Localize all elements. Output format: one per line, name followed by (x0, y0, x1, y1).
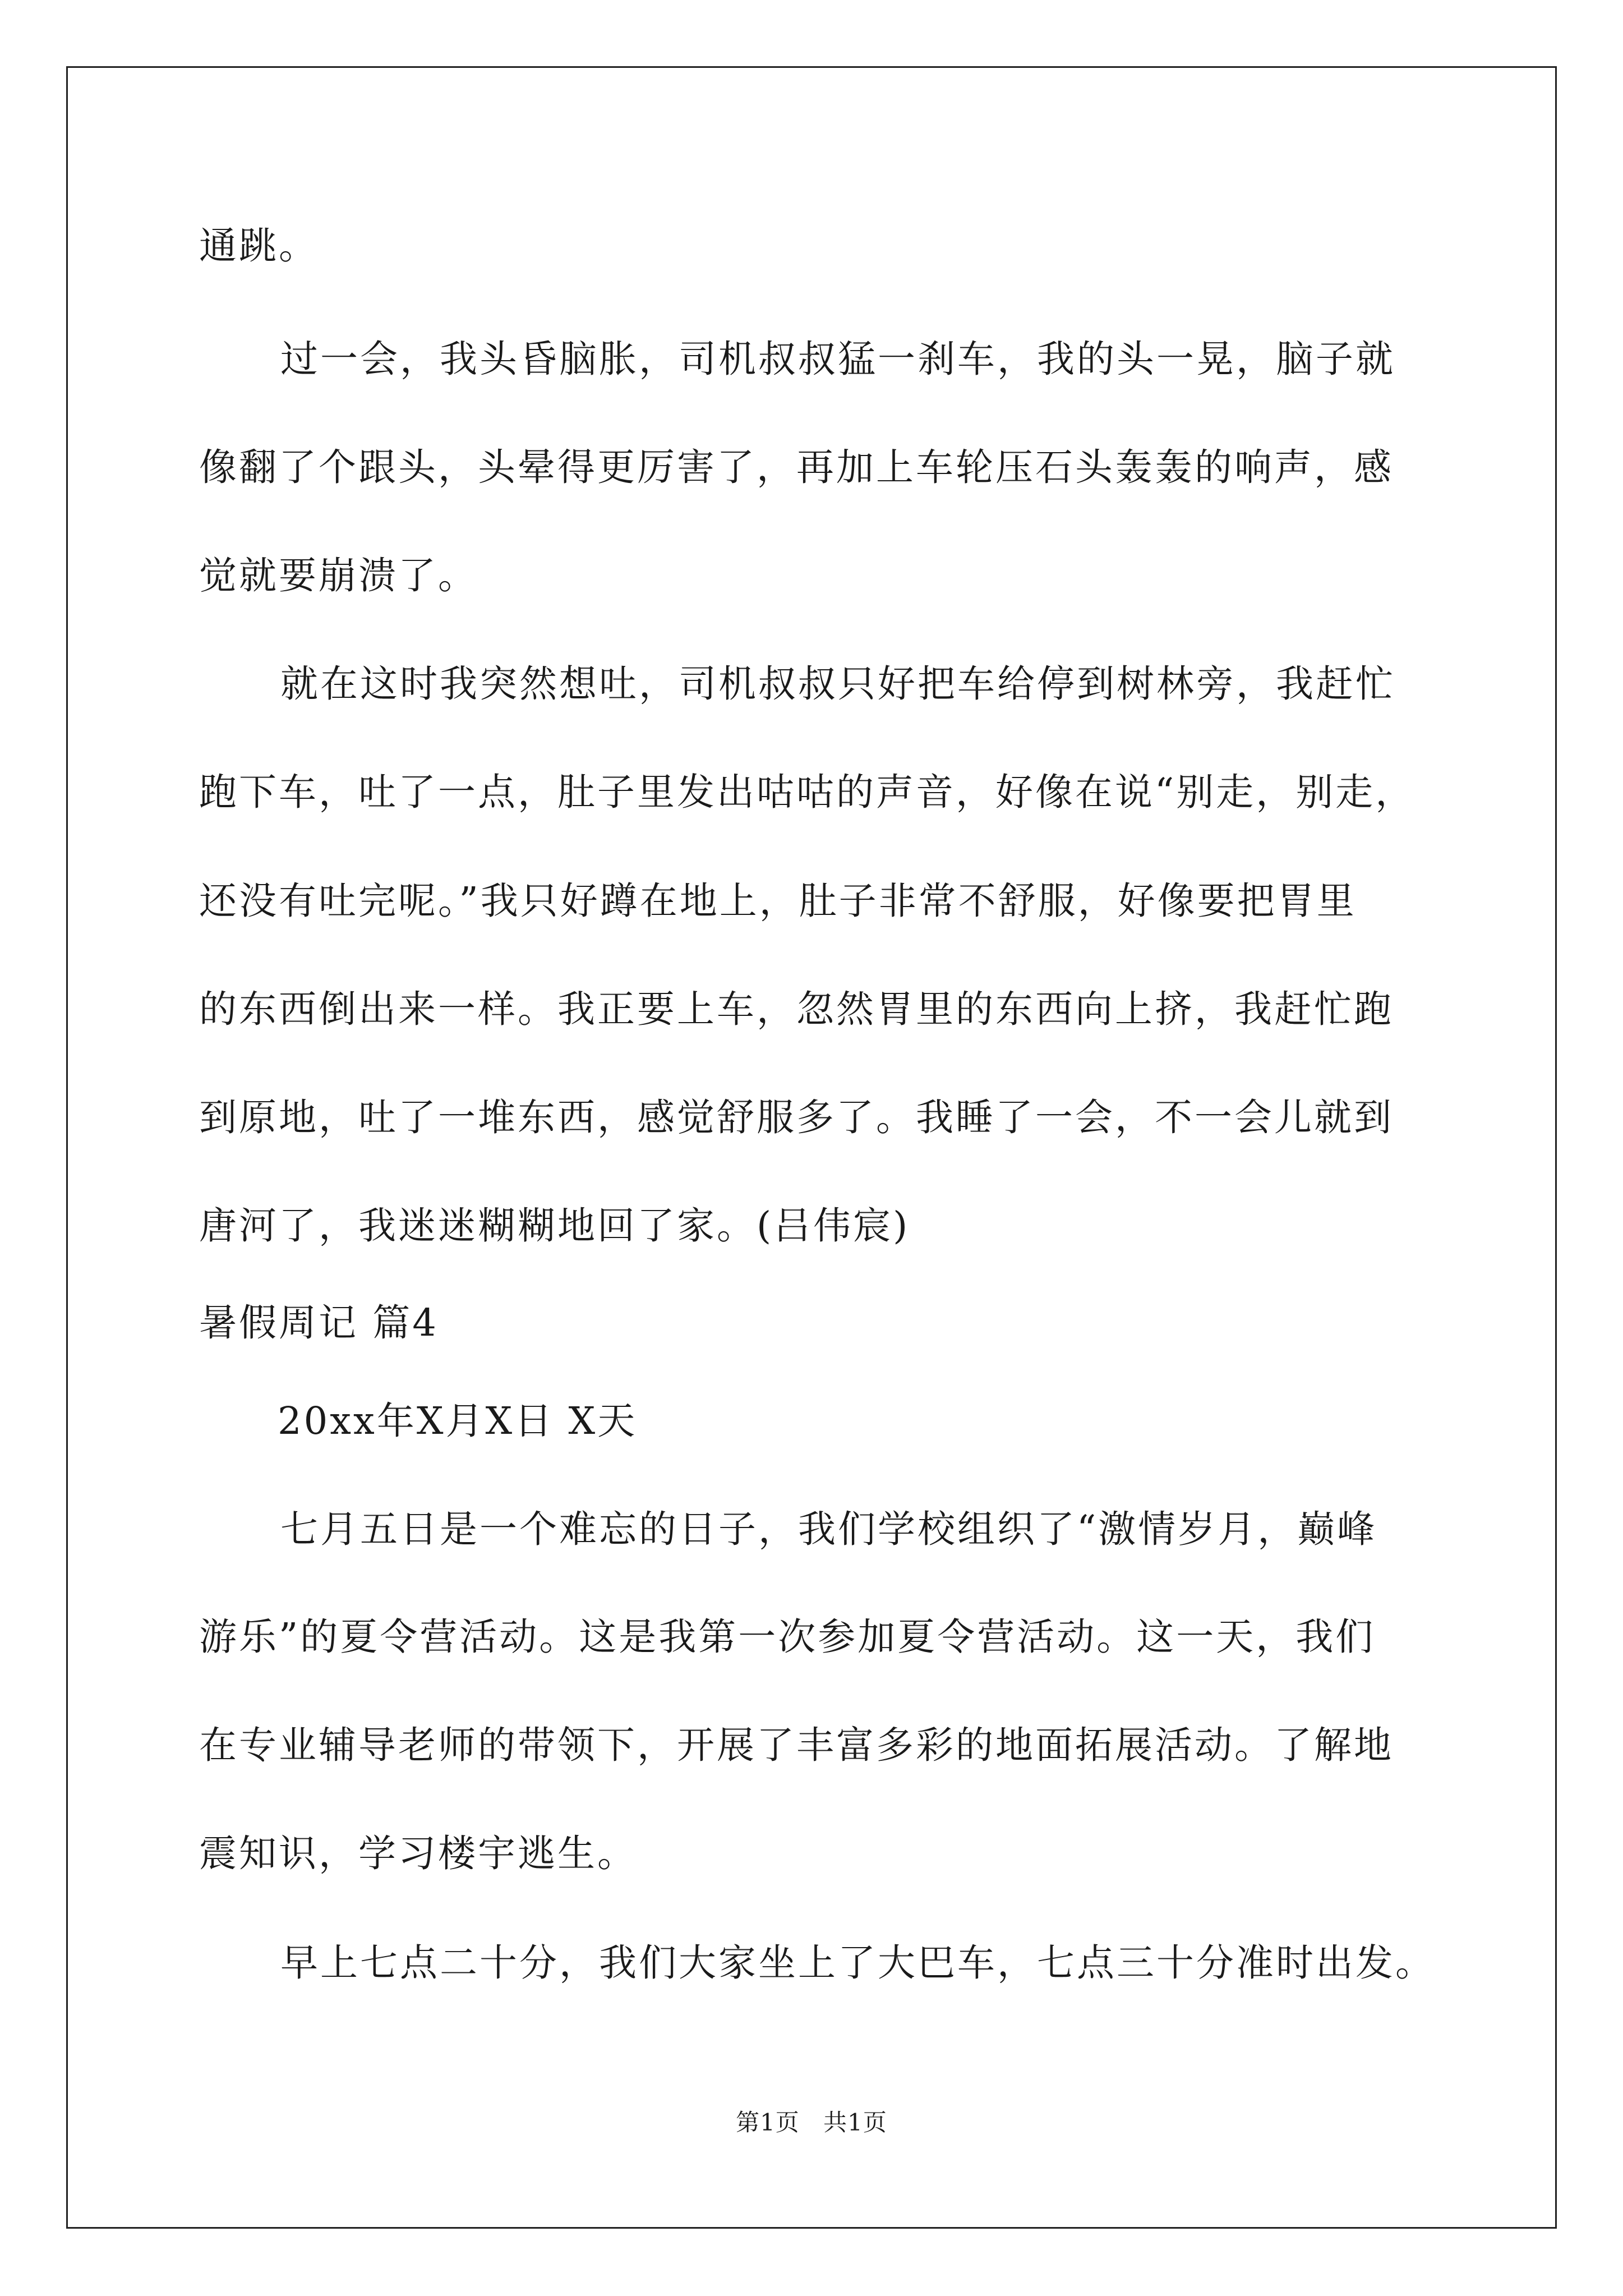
date-line: 20xx年X月X日 X天 (278, 1399, 638, 1443)
text-line: 像翻了个跟头，头晕得更厉害了，再加上车轮压石头轰轰的响声，感 (199, 445, 1394, 489)
paragraph-first-line: 早上七点二十分，我们大家坐上了大巴车，七点三十分准时出发。 (280, 1941, 1435, 1985)
page-footer (0, 2111, 1623, 2134)
text-line: 的东西倒出来一样。我正要上车，忽然胃里的东西向上挤，我赶忙跑 (199, 987, 1394, 1031)
section-heading: 暑假周记 篇4 (199, 1301, 439, 1345)
text-line: 还没有吐完呢。”我只好蹲在地上，肚子非常不舒服，好像要把胃里 (199, 879, 1357, 923)
page-total: 共1页 (823, 2109, 887, 2136)
text-line: 在专业辅导老师的带领下，开展了丰富多彩的地面拓展活动。了解地 (199, 1723, 1394, 1767)
text-line: 游乐”的夏令营活动。这是我第一次参加夏令营活动。这一天，我们 (199, 1615, 1376, 1659)
paragraph-first-line: 七月五日是一个难忘的日子，我们学校组织了“激情岁月，巅峰 (280, 1507, 1377, 1551)
text-line: 觉就要崩溃了。 (199, 554, 478, 597)
text-line: 震知识，学习楼宇逃生。 (199, 1832, 637, 1875)
text-line: 唐河了，我迷迷糊糊地回了家。(吕伟宸) (199, 1204, 910, 1248)
page-border (66, 66, 1557, 2229)
text-line: 到原地，吐了一堆东西，感觉舒服多了。我睡了一会，不一会儿就到 (199, 1096, 1394, 1139)
text-line: 通跳。 (199, 224, 319, 268)
text-line: 跑下车，吐了一点，肚子里发出咕咕的声音，好像在说“别走，别走， (199, 770, 1415, 814)
page-number: 第1页 (736, 2109, 800, 2136)
paragraph-first-line: 就在这时我突然想吐，司机叔叔只好把车给停到树林旁，我赶忙 (280, 662, 1395, 706)
paragraph-first-line: 过一会，我头昏脑胀，司机叔叔猛一刹车，我的头一晃，脑子就 (280, 337, 1395, 381)
